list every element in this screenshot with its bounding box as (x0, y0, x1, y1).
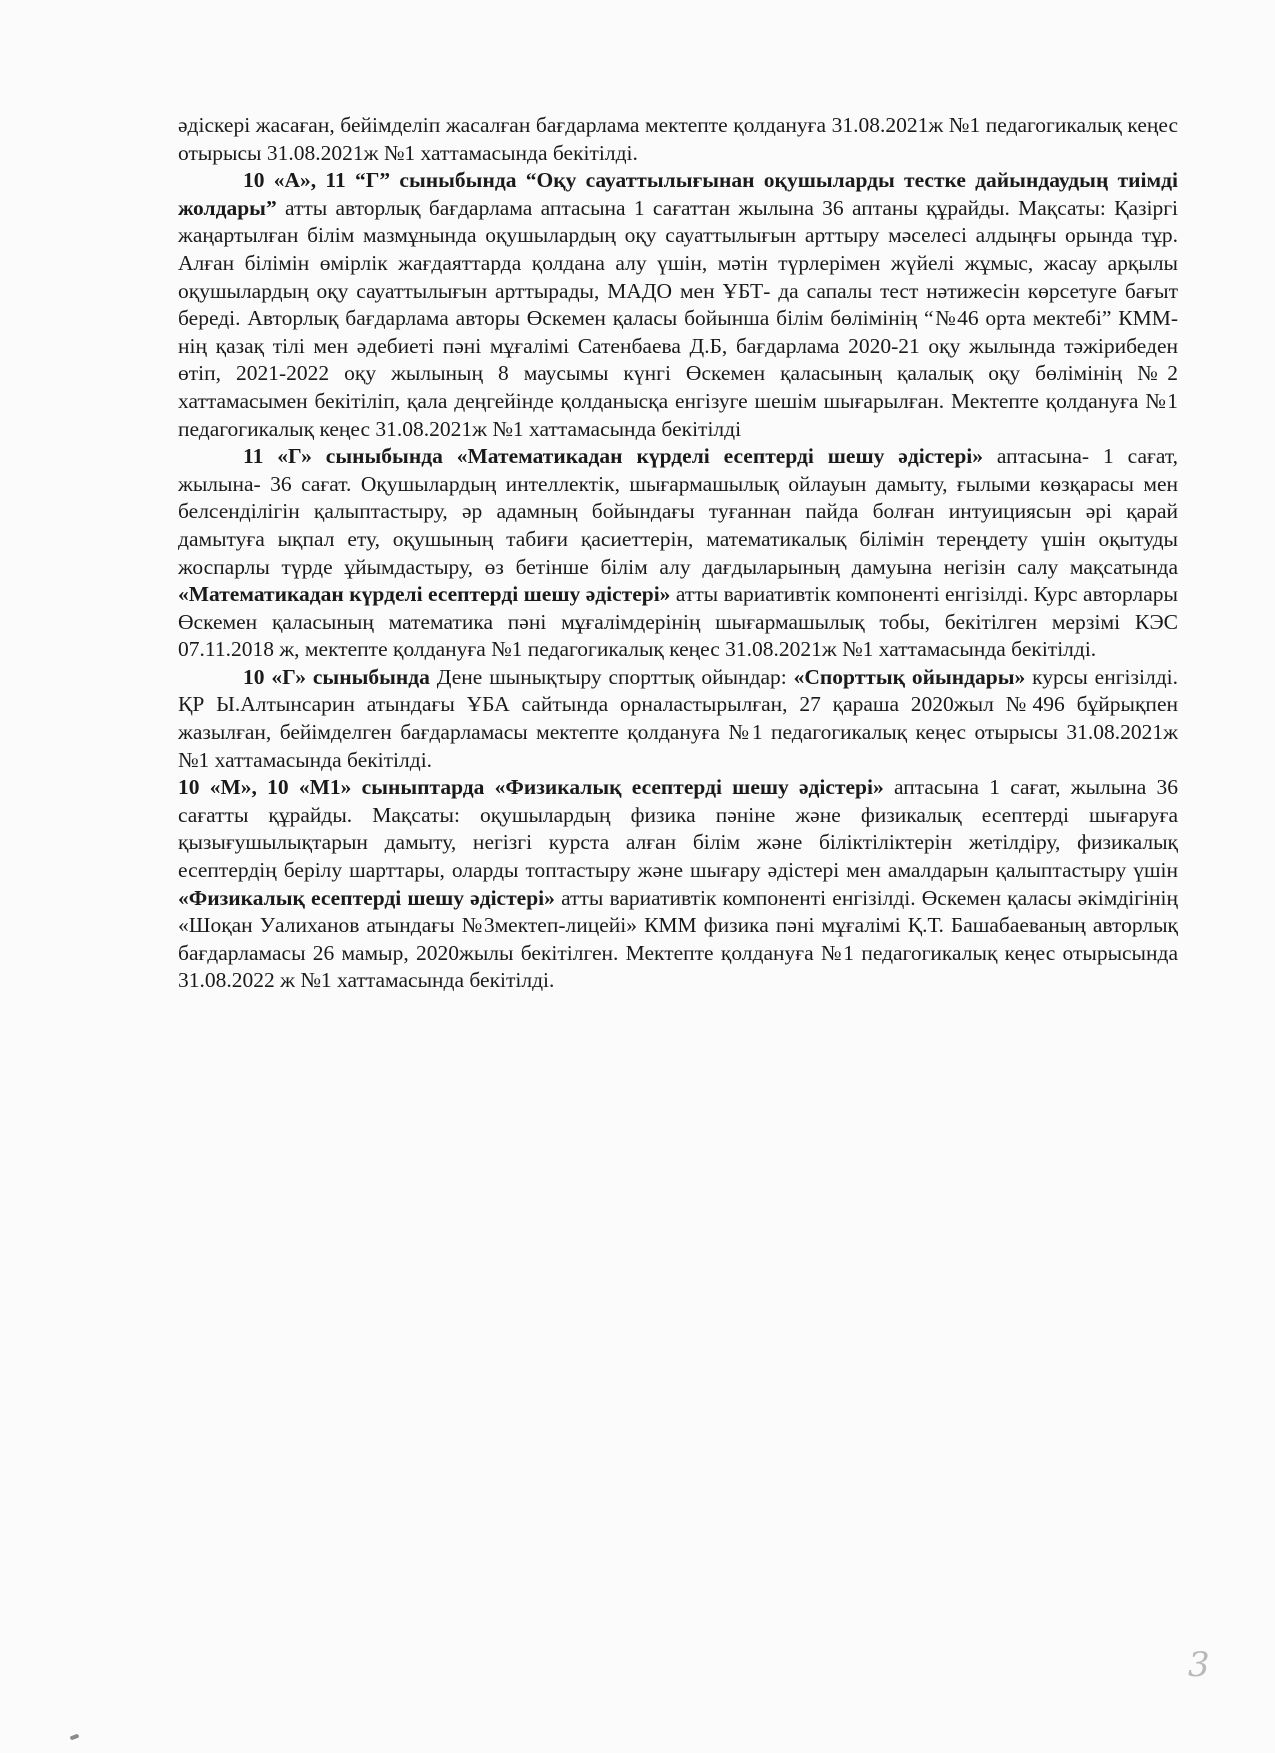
document-body (178, 112, 1178, 995)
scan-artifact-mark (70, 1734, 80, 1741)
text-segment: аптасына 1 сағат, жылына 36 сағатты құрайды. Мақсаты: оқушылардың физика пәніне және физикалық есептерді шығаруға қызығушылықтарын дамыту, негізгі курста алған білім және біліктіліктерін жетілдіру, физикалық есептердің берілу шарттары, оларды топтастыру және шығару әдістері мен амалдарын қалыптастыру үшін (178, 775, 1179, 883)
text-segment: атты вариативтік компоненті енгізілді. Курс авторлары Өскемен қаласының математика пәні мұғалімдерінің шығармашылық тобы, бекітілген мерзімі КЭС 07.11.2018 ж, мектепте қолдануға №1 педагогикалық кеңес 31.08.2021ж №1 хаттамасында бекітілді. (178, 582, 1178, 662)
paragraph-physics-course (178, 774, 1178, 995)
course-heading-math: 11 «Г» сыныбында «Математикадан күрделі есептерді шешу әдістері» (243, 444, 983, 469)
handwritten-page-number: 3 (1188, 1645, 1210, 1685)
paragraph-intro-continuation (178, 112, 1178, 167)
text-segment: әдіскері жасаған, бейімделіп жасалған бағдарлама мектепте қолдануға 31.08.2021ж №1 педагогикалық кеңес отырысы 31.08.2021ж №1 хаттамасында бекітілді. (178, 113, 1178, 165)
text-segment: аптасына- 1 сағат, жылына- 36 сағат. Оқушылардың интеллектік, шығармашылық ойлауын дамыту, ғылыми көзқарасы мен белсенділігін қалыптастыру, әр адамның бойындағы туғаннан пайда болған интуициясын әрі қарай дамытуға ықпал ету, оқушының табиғи қасиеттерін, математикалық білімін тереңдету үшін оқытуды жоспарлы түрде ұйымдастыру, өз бетінше білім алу дағдыларының дамуына негізін салу мақсатында (178, 444, 1178, 579)
course-title-sport: «Спорттық ойындары» (793, 664, 1026, 689)
course-heading-sport: 10 «Г» сыныбында (243, 664, 430, 689)
course-heading-reading-literacy: 10 «А», 11 “Г” сыныбында “Оқу сауаттылығынан оқушыларды тестке дайындаудың тиімді жолдары” (178, 168, 1178, 220)
paragraph-math-course (178, 443, 1178, 664)
paragraph-sport-games-course (178, 664, 1178, 774)
course-title-physics: «Физикалық есептерді шешу әдістері» (178, 885, 555, 910)
paragraph-reading-literacy-course (178, 167, 1178, 443)
text-segment: курсы енгізілді. ҚР Ы.Алтынсарин атындағы ҰБА сайтында орналастырылған, 27 қараша 2020жыл №496 бұйрықпен жазылған, бейімделген бағдарламасы мектепте қолдануға №1 педагогикалық кеңес отырысы 31.08.2021ж №1 хаттамасында бекітілді. (178, 664, 1178, 772)
text-segment: Дене шынықтыру спорттық ойындар: (429, 664, 794, 689)
course-heading-physics: 10 «М», 10 «М1» сыныптарда «Физикалық есептерді шешу әдістері» (178, 775, 884, 800)
course-title-math: «Математикадан күрделі есептерді шешу әдістері» (178, 582, 671, 607)
text-segment: атты вариативтік компоненті енгізілді. Өскемен қаласы әкімдігінің «Шоқан Уалиханов атындағы №3мектеп-лицейі» КММ физика пәні мұғалімі Қ.Т. Башабаеваның авторлық бағдарламасы 26 мамыр, 2020жылы бекітілген. Мектепте қолдануға №1 педагогикалық кеңес отырысында 31.08.2022 ж №1 хаттамасында бекітілді. (178, 885, 1178, 993)
text-segment: атты авторлық бағдарлама аптасына 1 сағаттан жылына 36 аптаны құрайды. Мақсаты: Қазіргі жаңартылған білім мазмұнында оқушылардың оқу сауаттылығын арттыру мәселесі алдыңғы орында тұр. Алған білімін өмірлік жағдаяттарда қолдана алу үшін, мәтін түрлерімен жүйелі жұмыс, жасау арқылы оқушылардың оқу сауаттылығын арттырады, МАДО мен ҰБТ- да сапалы тест нәтижесін көрсетуге бағыт береді. Авторлық бағдарлама авторы Өскемен қаласы бойынша білім бөлімінің “№46 орта мектебі” КММ-нің қазақ тілі мен әдебиеті пәні мұғалімі Сатенбаева Д.Б, бағдарлама 2020-21 оқу жылында тәжірибеден өтіп, 2021-2022 оқу жылының 8 маусымы күнгі Өскемен қаласының қалалық оқу бөлімінің №2 хаттамасымен бекітіліп, қала деңгейінде қолданысқа енгізуге шешім шығарылған. Мектепте қолдануға №1 педагогикалық кеңес 31.08.2021ж №1 хаттамасында бекітілді (178, 195, 1178, 441)
